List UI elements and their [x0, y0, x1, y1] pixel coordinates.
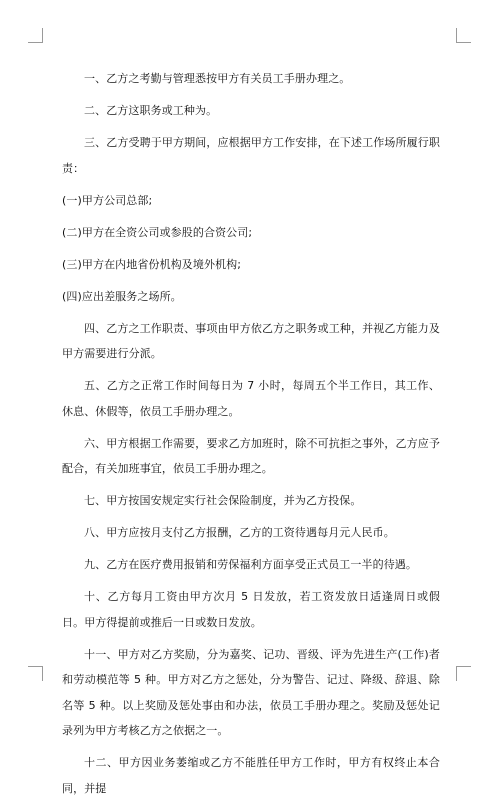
- paragraph-4: 四、乙方之工作职责、事项由甲方依乙方之职务或工种，并视乙方能力及甲方需要进行分派。: [62, 321, 440, 360]
- document-body: [62, 66, 440, 808]
- paragraph-11: 十一、甲方对乙方奖励，分为嘉奖、记功、晋级、评为先进生产(工作)者和劳动模范等 5 种。甲方对乙方之惩处，分为警告、记过、降级、辞退、除名等 5 种。以上奖励及惩处事由和办法，依员工手册办理之。奖励及惩处记录列为甲方考核乙方之依据之一。: [62, 647, 440, 737]
- paragraph-3-item-4: (四)应出差服务之场所。: [62, 289, 182, 303]
- paragraph-6: 六、甲方根据工作需要，要求乙方加班时，除不可抗拒之事外，乙方应予配合，有关加班事宜，依员工手册办理之。: [62, 436, 440, 475]
- paragraph-3: 三、乙方受聘于甲方期间，应根据甲方工作安排，在下述工作场所履行职责：: [62, 136, 440, 175]
- paragraph-8: 八、甲方应按月支付乙方报酬，乙方的工资待遇每月元人民币。: [84, 526, 395, 539]
- paragraph-10: 十、乙方每月工资由甲方次月 5 日发放，若工资发放日适逢周日或假日。甲方得提前或推后一日或数日发放。: [62, 590, 440, 629]
- paragraph-7: 七、甲方按国安规定实行社会保险制度，并为乙方投保。: [84, 494, 362, 507]
- paragraph-5: 五、乙方之正常工作时间每日为 7 小时，每周五个半工作日，其工作、休息、休假等，依员工手册办理之。: [62, 379, 440, 418]
- paragraph-2: 二、乙方这职务或工种为。: [84, 104, 218, 117]
- paragraph-3-item-1: (一)甲方公司总部;: [62, 193, 153, 207]
- paragraph-12: 十二、甲方因业务萎缩或乙方不能胜任甲方工作时，甲方有权终止本合同，并提: [62, 756, 440, 795]
- crop-mark-top-left: [28, 28, 43, 43]
- crop-mark-top-right: [456, 28, 471, 43]
- paragraph-3-item-3: (三)甲方在内地省份机构及境外机构;: [62, 257, 242, 271]
- crop-mark-bottom-left: [28, 666, 43, 681]
- paragraph-1: 一、乙方之考勤与管理悉按甲方有关员工手册办理之。: [84, 72, 351, 85]
- paragraph-9: 九、乙方在医疗费用报销和劳保福利方面享受正式员工一半的待遇。: [84, 558, 417, 571]
- crop-mark-bottom-right: [456, 666, 471, 681]
- paragraph-3-item-2: (二)甲方在全资公司或参股的合资公司;: [62, 225, 253, 239]
